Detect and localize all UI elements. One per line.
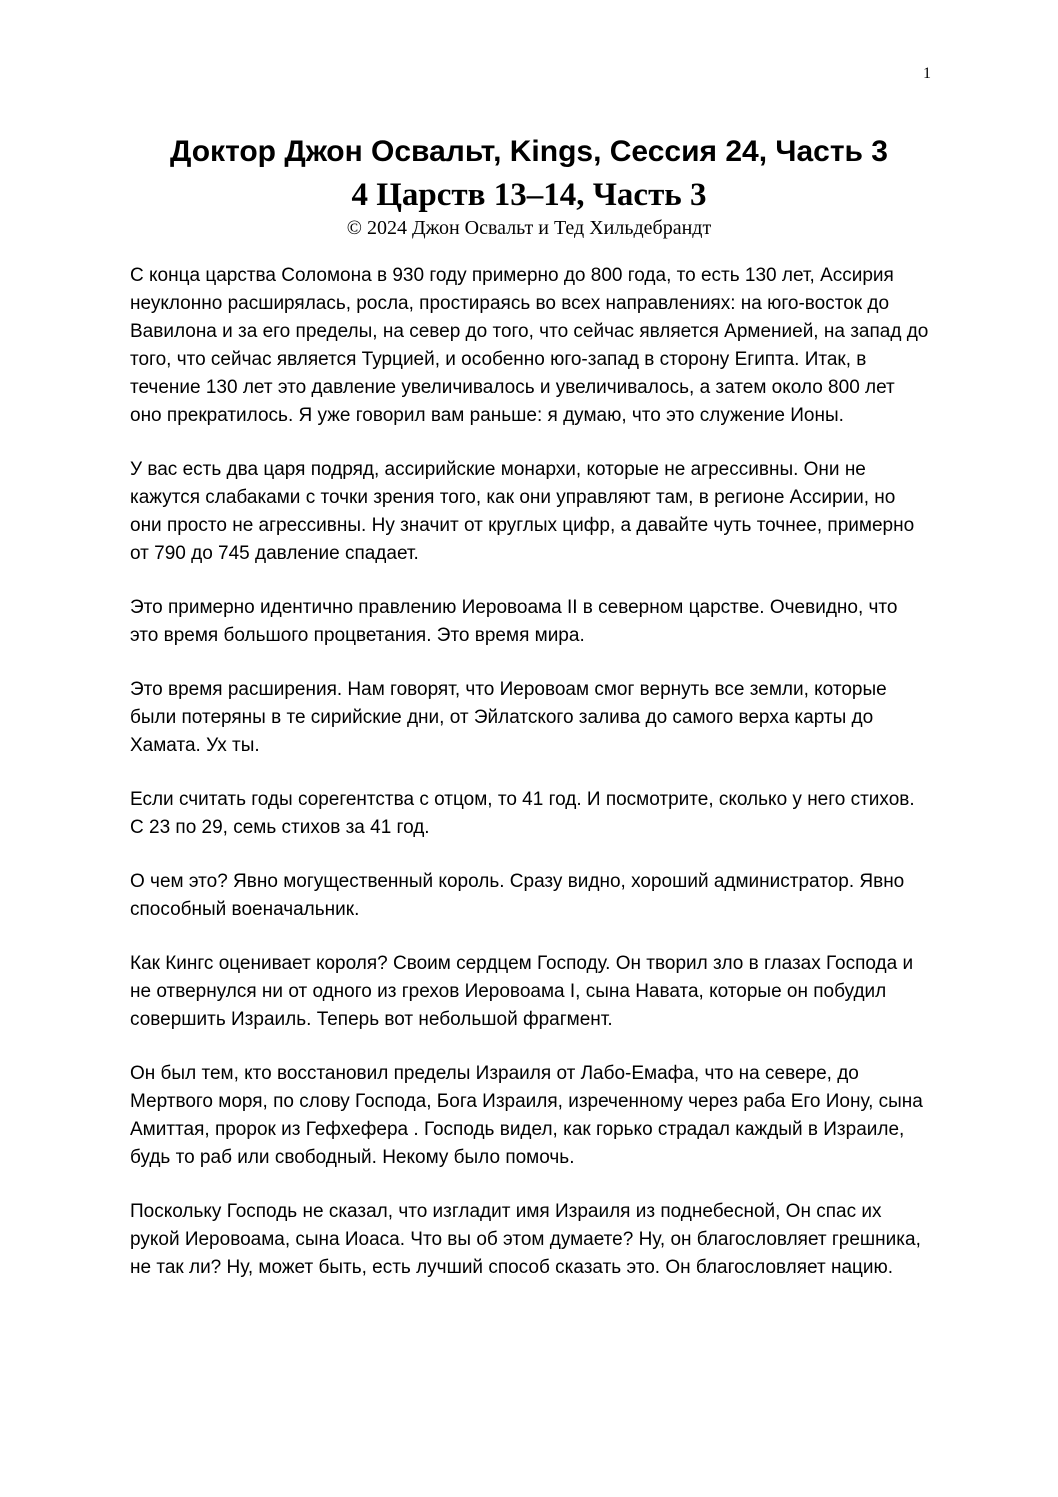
page-number: 1 [923, 65, 931, 82]
page-subtitle: 4 Царств 13–14, Часть 3 [351, 177, 707, 213]
paragraph: Это время расширения. Нам говорят, что Иеровоам смог вернуть все земли, которые были потеряны в те сирийские дни, от Эйлатского залива до самого верха карты до Хамата. Ух ты. [130, 679, 887, 756]
paragraph: Как Кингс оценивает короля? Своим сердцем Господу. Он творил зло в глазах Господа и не отвернулся ни от одного из грехов Иеровоама I, сына Навата, которые он побудил совершить Израиль. Теперь вот небольшой фрагмент. [130, 953, 914, 1030]
document-body [130, 262, 930, 1308]
paragraph: Он был тем, кто восстановил пределы Израиля от Лабо-Емафа, что на севере, до Мертвого моря, по слову Господа, Бога Израиля, изреченному через раба Его Иону, сына Амиттая, пророк из Гефхефера . Господь видел, как горько страдал каждый в Израиле, будь то раб или свободный. Некому было помочь. [130, 1063, 923, 1168]
paragraph: О чем это? Явно могущественный король. Сразу видно, хороший администратор. Явно способный военачальник. [130, 871, 905, 920]
copyright-line: © 2024 Джон Освальт и Тед Хильдебрандт [346, 217, 712, 239]
paragraph: С конца царства Соломона в 930 году примерно до 800 года, то есть 130 лет, Ассирия неуклонно расширялась, росла, простираясь во всех направлениях: на юго-восток до Вавилона и за его пределы, на север до того, что сейчас является Арменией, на запад до того, что сейчас является Турцией, и особенно юго-запад в сторону Египта. Итак, в течение 130 лет это давление увеличивалось и увеличивалось, а затем около 800 лет оно прекратилось. Я уже говорил вам раньше: я думаю, что это служение Ионы. [130, 265, 929, 426]
paragraph: У вас есть два царя подряд, ассирийские монархи, которые не агрессивны. Они не кажутся слабаками с точки зрения того, как они управляют там, в регионе Ассирии, но они просто не агрессивны. Ну значит от круглых цифр, а давайте чуть точнее, примерно от 790 до 745 давление спадает. [130, 459, 915, 564]
paragraph: Если считать годы сорегентства с отцом, то 41 год. И посмотрите, сколько у него стихов. С 23 по 29, семь стихов за 41 год. [130, 789, 915, 838]
page-title: Доктор Джон Освальт, Kings, Сессия 24, Часть 3 [169, 135, 888, 168]
paragraph: Поскольку Господь не сказал, что изгладит имя Израиля из поднебесной, Он спас их рукой Иеровоама, сына Иоаса. Что вы об этом думаете? Ну, он благословляет грешника, не так ли? Ну, может быть, есть лучший способ сказать это. Он благословляет нацию. [130, 1201, 921, 1278]
paragraph: Это примерно идентично правлению Иеровоама II в северном царстве. Очевидно, что это время большого процветания. Это время мира. [130, 597, 898, 646]
